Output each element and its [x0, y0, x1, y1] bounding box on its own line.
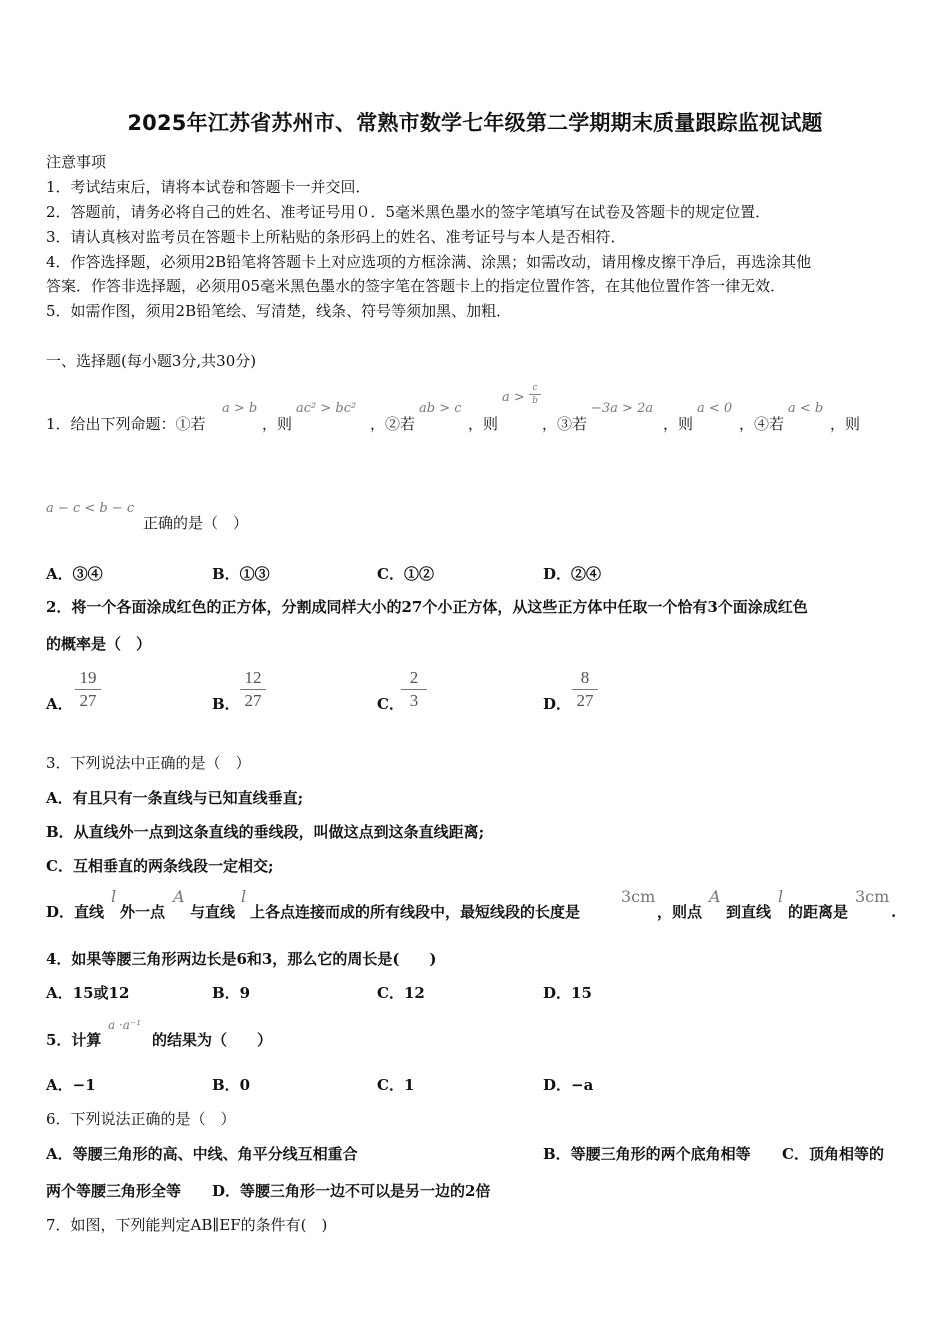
fraction-bar	[529, 394, 541, 395]
q3-option-d: 的距离是	[788, 903, 849, 921]
q3-math: l	[111, 887, 117, 906]
q5-option-a: A．−1	[46, 1076, 96, 1094]
q3-option-d: ，则点	[657, 903, 703, 921]
q3-option-d: 到直线	[726, 903, 772, 921]
q3-math: A	[173, 887, 185, 906]
q1-text: ，则	[262, 415, 293, 433]
q4-stem: 4．如果等腰三角形两边长是6和3，那么它的周长是( )	[46, 950, 437, 968]
q2-option-d-label: D．	[543, 695, 572, 713]
page-title: 2025年江苏省苏州市、常熟市数学七年级第二学期期末质量跟踪监视试题	[127, 111, 823, 135]
q4-option-d: D．15	[543, 984, 592, 1002]
q1-math: a >	[502, 390, 525, 405]
q3-math: l	[241, 887, 247, 906]
fraction-bar	[240, 689, 266, 690]
q2-option-c-fraction	[399, 668, 429, 711]
fraction-numerator: 19	[79, 668, 97, 687]
section-heading: 一、选择题(每小题3分,共30分)	[46, 352, 257, 370]
q6-option-a: A．等腰三角形的高、中线、角平分线互相重合	[46, 1145, 358, 1163]
fraction-denominator: 3	[409, 691, 419, 710]
notice-item: 答案．作答非选择题，必须用05毫米黑色墨水的签字笔在答题卡上的指定位置作答，在其他位置作答一律无效．	[46, 277, 786, 295]
q1-math: a < 0	[697, 401, 733, 416]
q6-option-c: 两个等腰三角形全等	[46, 1182, 182, 1200]
notice-heading: 注意事项	[46, 153, 107, 171]
notice-item: 2．答题前，请务必将自己的姓名、准考证号用０．5毫米黑色墨水的签字笔填写在试卷及答题卡的规定位置．	[46, 203, 771, 221]
q4-option-b: B．9	[212, 984, 251, 1002]
q5-option-d: D．−a	[543, 1076, 594, 1094]
q1-text: ，则	[468, 415, 499, 433]
q3-option-d: 与直线	[190, 903, 236, 921]
q1-fraction	[528, 383, 542, 406]
fraction-denominator: 27	[79, 691, 97, 710]
q2-stem: 2．将一个各面涂成红色的正方体，分割成同样大小的27个小正方体，从这些正方体中任取一个恰有3个面涂成红色	[46, 598, 808, 616]
q4-option-c: C．12	[377, 984, 425, 1002]
q2-option-a-fraction	[73, 668, 103, 711]
q3-option-d: .	[891, 903, 897, 921]
q5-option-b: B．0	[212, 1076, 251, 1094]
q2-stem: 的概率是（ ）	[46, 635, 152, 653]
q1-option-a: A．③④	[46, 565, 103, 583]
q1-frac-num: c	[532, 383, 538, 393]
q4-option-a: A．15或12	[46, 984, 130, 1002]
q5-stem: 5．计算	[46, 1031, 102, 1049]
q1-option-d: D．②④	[543, 565, 602, 583]
q1-option-b: B．①③	[212, 565, 270, 583]
fraction-numerator: 8	[580, 668, 590, 687]
notice-item: 4．作答选择题，必须用2B铅笔将答题卡上对应选项的方框涂满、涂黑；如需改动，请用橡皮擦干净后，再选涂其他	[46, 253, 812, 271]
fraction-denominator: 27	[244, 691, 262, 710]
q3-option-d: D．直线	[46, 903, 105, 921]
q1-text: ，④若	[739, 415, 785, 433]
fraction-bar	[572, 689, 598, 690]
q3-option-d: 外一点	[120, 903, 166, 921]
q2-option-a-label: A．	[46, 695, 73, 713]
fraction-numerator: 12	[244, 668, 262, 687]
q5-math: a ·a⁻¹	[108, 1018, 142, 1032]
q3-option-d: 上各点连接而成的所有线段中，最短线段的长度是	[250, 903, 581, 921]
q1-text: ，②若	[370, 415, 416, 433]
q5-option-c: C．1	[377, 1076, 415, 1094]
q1-option-c: C．①②	[377, 565, 434, 583]
q1-text: ，则	[830, 415, 861, 433]
q1-tail: 正确的是（ ）	[143, 514, 249, 532]
q3-option-b: B．从直线外一点到这条直线的垂线段，叫做这点到这条直线距离;	[46, 823, 485, 841]
q7-stem: 7．如图，下列能判定AB∥EF的条件有( )	[46, 1216, 328, 1234]
q2-option-b-fraction	[238, 668, 268, 711]
q2-option-c-label: C．	[377, 695, 404, 713]
q6-option-b: B．等腰三角形的两个底角相等	[543, 1145, 751, 1163]
notice-item: 5．如需作图，须用2B铅笔绘、写清楚，线条、符号等须加黑、加粗．	[46, 302, 512, 320]
fraction-bar	[401, 689, 427, 690]
q6-stem: 6．下列说法正确的是（ ）	[46, 1110, 236, 1128]
q1-frac-den: b	[532, 396, 538, 406]
q3-math: A	[709, 887, 721, 906]
q3-option-c: C．互相垂直的两条线段一定相交;	[46, 857, 274, 875]
q1-math: −3a > 2a	[591, 401, 654, 416]
q3-math: 3cm	[855, 887, 890, 906]
fraction-numerator: 2	[409, 668, 419, 687]
q2-option-b-label: B．	[212, 695, 240, 713]
notice-item: 1．考试结束后，请将本试卷和答题卡一并交回．	[46, 178, 371, 196]
q3-math: 3cm	[621, 887, 656, 906]
q3-math: l	[778, 887, 784, 906]
q1-math: a < b	[788, 401, 824, 416]
q1-math: ab > c	[419, 401, 462, 416]
q1-math: a > b	[222, 401, 258, 416]
q1-math: ac² > bc²	[296, 401, 357, 416]
q3-stem: 3．下列说法中正确的是（ ）	[46, 754, 251, 772]
q1-math: a − c < b − c	[46, 501, 135, 516]
q1-text: ，则	[663, 415, 694, 433]
q3-option-a: A．有且只有一条直线与已知直线垂直;	[46, 789, 304, 807]
notice-item: 3．请认真核对监考员在答题卡上所粘贴的条形码上的姓名、准考证号与本人是否相符．	[46, 228, 626, 246]
q6-option-c: C．顶角相等的	[782, 1145, 884, 1163]
q1-prefix: 1．给出下列命题：①若	[46, 415, 206, 433]
q6-option-d: D．等腰三角形一边不可以是另一边的2倍	[212, 1182, 491, 1200]
fraction-denominator: 27	[576, 691, 594, 710]
q5-stem: 的结果为（ ）	[152, 1031, 273, 1049]
q1-text: ，③若	[542, 415, 588, 433]
fraction-bar	[75, 689, 101, 690]
q2-option-d-fraction	[570, 668, 600, 711]
